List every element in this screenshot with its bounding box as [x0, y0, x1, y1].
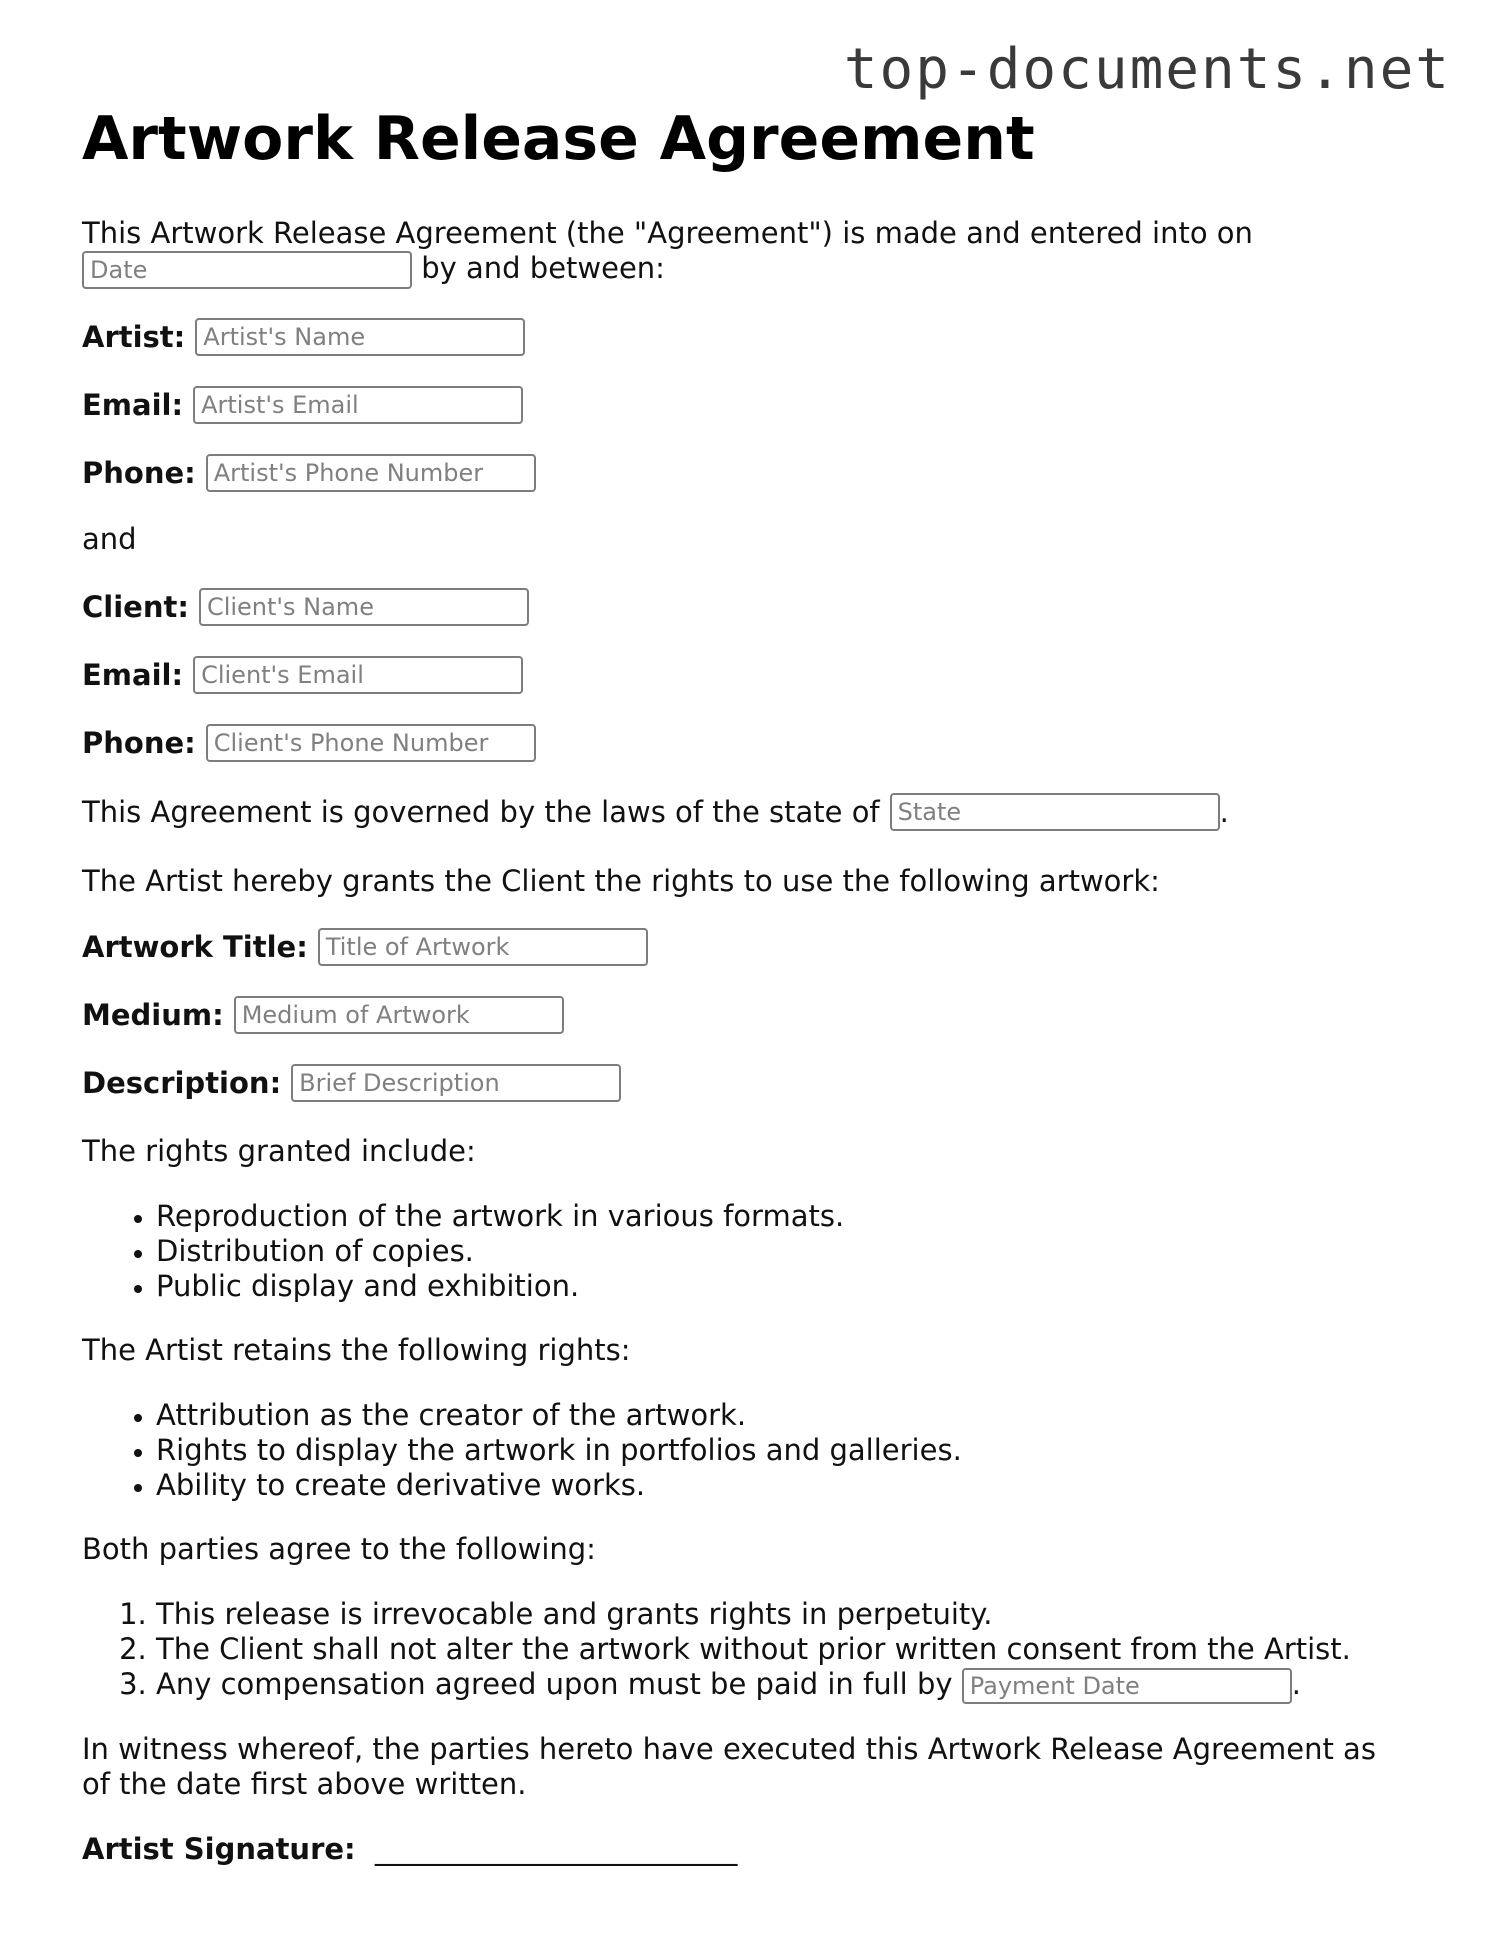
intro-text: This Artwork Release Agreement (the "Agreement") is made and entered into on	[82, 216, 1253, 250]
artist-email-field[interactable]: Artist's Email	[193, 386, 523, 424]
client-email-row	[82, 656, 523, 694]
agreements-intro: Both parties agree to the following:	[82, 1532, 596, 1566]
rights-retained-list	[82, 1398, 962, 1503]
artist-phone-row	[82, 454, 536, 492]
rights-granted-list-wrap	[82, 1199, 844, 1304]
client-email-field[interactable]: Client's Email	[193, 656, 523, 694]
artwork-description-label: Description:	[82, 1065, 282, 1100]
witness-paragraph	[82, 1732, 1376, 1802]
client-phone-label: Phone:	[82, 725, 196, 760]
rights-retained-intro: The Artist retains the following rights:	[82, 1333, 631, 1367]
state-field[interactable]: State	[890, 793, 1220, 831]
list-item	[156, 1667, 1351, 1704]
artwork-medium-label: Medium:	[82, 997, 224, 1032]
agreement-date-field[interactable]: Date	[82, 251, 412, 289]
artist-phone-field[interactable]: Artist's Phone Number	[206, 454, 536, 492]
artist-signature-line[interactable]: _________________________	[374, 1832, 738, 1866]
client-phone-field[interactable]: Client's Phone Number	[206, 724, 536, 762]
document-title: Artwork Release Agreement	[82, 104, 1035, 174]
grant-text: The Artist hereby grants the Client the rights to use the following artwork:	[82, 864, 1160, 898]
intro-after-date: by and between:	[421, 251, 665, 285]
intro-paragraph	[82, 216, 1253, 289]
governing-law-row	[82, 793, 1229, 831]
artist-name-row	[82, 318, 525, 356]
list-item: • Distribution of copies.	[156, 1234, 844, 1269]
client-name-label: Client:	[82, 589, 189, 624]
list-item: • Rights to display the artwork in portfolios and galleries.	[156, 1433, 962, 1468]
list-item: • Ability to create derivative works.	[156, 1468, 962, 1503]
artwork-title-row	[82, 928, 648, 966]
list-item: • Attribution as the creator of the artwork.	[156, 1398, 962, 1433]
watermark: top-documents.net	[843, 37, 1451, 102]
artist-signature-label: Artist Signature:	[82, 1832, 356, 1866]
artwork-description-field[interactable]: Brief Description	[291, 1064, 621, 1102]
governing-law-period: .	[1219, 794, 1229, 829]
agreement-item-3-text: Any compensation agreed upon must be paid in full by	[156, 1667, 953, 1701]
witness-line-1: In witness whereof, the parties hereto have executed this Artwork Release Agreement as	[82, 1732, 1376, 1766]
list-item: • Reproduction of the artwork in various formats.	[156, 1199, 844, 1234]
agreements-list	[82, 1597, 1351, 1704]
and-text: and	[82, 522, 137, 556]
list-item: 1. This release is irrevocable and grants rights in perpetuity.	[156, 1597, 1351, 1632]
artwork-medium-field[interactable]: Medium of Artwork	[234, 996, 564, 1034]
artist-phone-label: Phone:	[82, 455, 196, 490]
list-item: • Public display and exhibition.	[156, 1269, 844, 1304]
artist-name-label: Artist:	[82, 319, 186, 354]
client-email-label: Email:	[82, 657, 184, 692]
artwork-title-label: Artwork Title:	[82, 929, 308, 964]
client-name-field[interactable]: Client's Name	[199, 588, 529, 626]
witness-line-2: of the date first above written.	[82, 1767, 527, 1801]
artwork-title-field[interactable]: Title of Artwork	[318, 928, 648, 966]
agreement-item-3-period: .	[1291, 1667, 1301, 1701]
artwork-medium-row	[82, 996, 564, 1034]
rights-retained-list-wrap	[82, 1398, 962, 1503]
artist-email-label: Email:	[82, 387, 184, 422]
governing-law-text: This Agreement is governed by the laws of the state of	[82, 794, 880, 829]
signature-row	[82, 1832, 737, 1867]
agreements-list-wrap	[82, 1597, 1351, 1704]
rights-granted-intro: The rights granted include:	[82, 1134, 476, 1168]
client-phone-row	[82, 724, 536, 762]
payment-date-field[interactable]: Payment Date	[962, 1668, 1292, 1704]
client-name-row	[82, 588, 529, 626]
artist-name-field[interactable]: Artist's Name	[195, 318, 525, 356]
list-item: 2. The Client shall not alter the artwork without prior written consent from the Artist.	[156, 1632, 1351, 1667]
artist-email-row	[82, 386, 523, 424]
artwork-description-row	[82, 1064, 621, 1102]
rights-granted-list	[82, 1199, 844, 1304]
